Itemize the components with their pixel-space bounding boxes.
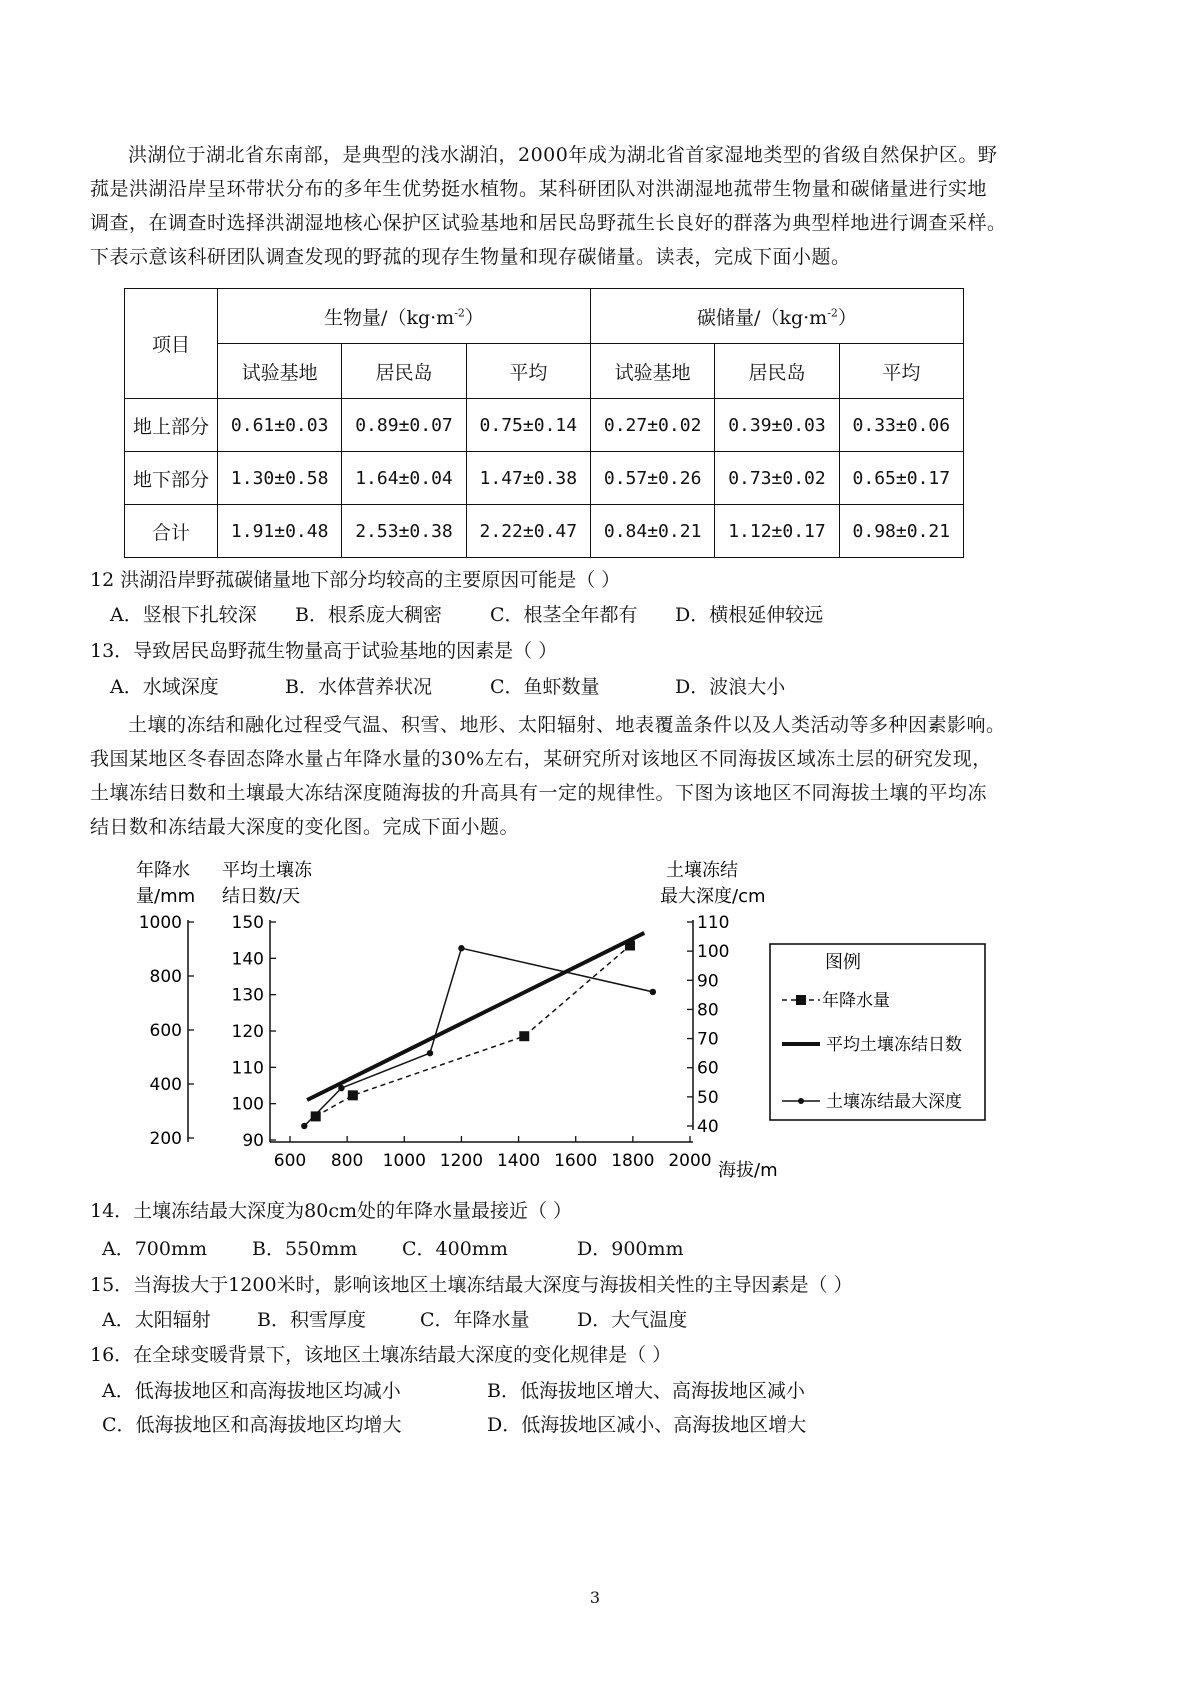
chart-axes	[136, 859, 778, 1181]
depth-data-point	[301, 1123, 307, 1129]
depth-tick-label: 100	[697, 942, 730, 963]
days-tick-label: 100	[231, 1094, 264, 1115]
legend-square-marker	[796, 995, 806, 1005]
table-cell: 0.33±0.06	[839, 399, 963, 452]
x-tick-label: 1400	[496, 1151, 541, 1171]
x-tick-label: 1600	[554, 1151, 598, 1171]
days-series-line	[307, 933, 644, 1100]
option-b[interactable]: B．低海拔地区增大、高海拔地区减小	[487, 1380, 805, 1402]
row-label: 地上部分	[125, 399, 218, 452]
option-c[interactable]: C．年降水量	[420, 1309, 530, 1331]
table-cell: 0.84±0.21	[590, 505, 714, 558]
intro2-line: 我国某地区冬春固态降水量占年降水量的30%左右，某研究所对该地区不同海拔区域冻土层的研究发现，	[90, 748, 992, 770]
biomass-group-header: 生物量$/(kg\cdot m^{-2})$	[218, 289, 591, 344]
intro1-line: 菰是洪湖沿岸呈环带状分布的多年生优势挺水植物。某科研团队对洪湖湿地菰带生物量和碳储量进行实地	[90, 178, 988, 200]
option-c[interactable]: C．低海拔地区和高海拔地区均增大	[102, 1414, 402, 1436]
option-a[interactable]: A．低海拔地区和高海拔地区均减小	[102, 1380, 401, 1402]
option-c[interactable]: C．400mm	[402, 1238, 508, 1260]
precip-tick-label: 1000	[138, 913, 182, 933]
option-d[interactable]: D．低海拔地区减小、高海拔地区增大	[487, 1414, 807, 1436]
intro1-line: 下表示意该科研团队调查发现的野菰的现存生物量和现存碳储量。读表，完成下面小题。	[90, 246, 851, 268]
depth-tick-label: 70	[697, 1029, 719, 1050]
question-16-stem: 16．在全球变暖背景下，该地区土壤冻结最大深度的变化规律是（ ）	[90, 1344, 672, 1366]
table-cell: 0.75±0.14	[466, 399, 590, 452]
page-number: 3	[589, 1588, 601, 1607]
days-tick-label: 90	[242, 1131, 264, 1151]
x-tick-label: 600	[273, 1151, 307, 1171]
depth-data-point	[427, 1050, 433, 1056]
table-cell: 0.98±0.21	[839, 505, 963, 558]
option-a[interactable]: A．700mm	[102, 1238, 208, 1260]
option-a[interactable]: A．竖根下扎较深	[110, 604, 257, 626]
x-tick-label: 1200	[439, 1151, 484, 1171]
table-cell: 1.64±0.04	[342, 452, 466, 505]
table-cell: 0.61±0.03	[218, 399, 342, 452]
depth-tick-label: 50	[697, 1087, 719, 1108]
precip-axis-title-line1: 年降水	[136, 860, 190, 881]
depth-data-point	[650, 989, 656, 995]
days-tick-label: 110	[231, 1058, 264, 1079]
x-tick-label: 2000	[668, 1151, 712, 1171]
depth-axis-title-line1: 土壤冻结	[666, 860, 738, 881]
subheader-cell: 平均	[466, 344, 590, 399]
x-tick-label: 1800	[611, 1151, 655, 1171]
question-12-stem: 12 洪湖沿岸野菰碳储量地下部分均较高的主要原因可能是（ ）	[90, 569, 621, 591]
precip-tick-label: 400	[149, 1075, 182, 1095]
subheader-cell: 居民岛	[342, 344, 466, 399]
precip-tick-label: 200	[149, 1129, 182, 1149]
intro1-line: 调查，在调查时选择洪湖湿地核心保护区试验基地和居民岛野菰生长良好的群落为典型样地进行调查采样。	[90, 212, 1007, 234]
question-14-stem: 14．土壤冻结最大深度为80cm处的年降水量最接近（ ）	[90, 1200, 573, 1222]
days-axis-title-line2: 结日数/天	[222, 886, 301, 907]
option-c[interactable]: C．根茎全年都有	[490, 604, 638, 626]
depth-data-point	[338, 1085, 344, 1091]
option-d[interactable]: D．大气温度	[577, 1309, 688, 1331]
legend-precip-label: 年降水量	[822, 991, 890, 1011]
subheader-cell: 居民岛	[715, 344, 839, 399]
precip-series-line	[316, 946, 630, 1117]
days-axis-title-line1: 平均土壤冻	[222, 860, 312, 881]
days-tick-label: 140	[231, 949, 264, 970]
intro2-line: 土壤冻结日数和土壤最大冻结深度随海拔的升高具有一定的规律性。下图为该地区不同海拔土壤的平均冻	[90, 782, 988, 804]
legend-title: 图例	[825, 952, 861, 973]
precip-tick-label: 600	[149, 1021, 182, 1041]
precip-tick-label: 800	[149, 967, 182, 987]
precip-data-point	[348, 1090, 358, 1100]
depth-tick-label: 40	[697, 1117, 719, 1137]
x-tick-label: 800	[330, 1151, 364, 1171]
days-tick-label: 150	[231, 913, 264, 933]
legend-dot-marker	[798, 1098, 804, 1104]
depth-tick-label: 60	[697, 1058, 719, 1079]
x-axis-title: 海拔/m	[718, 1160, 778, 1181]
option-a[interactable]: A．太阳辐射	[102, 1309, 211, 1331]
depth-axis-title-line2: 最大深度/cm	[660, 886, 766, 907]
option-b[interactable]: B．水体营养状况	[285, 676, 432, 698]
table-corner-header: 项目	[125, 289, 218, 399]
option-d[interactable]: D．波浪大小	[675, 676, 786, 698]
row-label: 地下部分	[125, 452, 218, 505]
table-cell: 1.91±0.48	[218, 505, 342, 558]
subheader-cell: 试验基地	[218, 344, 342, 399]
chart-legend	[770, 944, 985, 1120]
precip-data-point	[519, 1031, 529, 1041]
subheader-cell: 平均	[839, 344, 963, 399]
table-cell: 0.65±0.17	[839, 452, 963, 505]
option-d[interactable]: D．900mm	[577, 1238, 684, 1260]
option-c[interactable]: C．鱼虾数量	[490, 676, 600, 698]
table-cell: 0.89±0.07	[342, 399, 466, 452]
question-13-stem: 13．导致居民岛野菰生物量高于试验基地的因素是（ ）	[90, 640, 558, 662]
carbon-group-header: 碳储量$/(kg\cdot m^{-2})$	[590, 289, 963, 344]
intro2-line: 结日数和冻结最大深度的变化图。完成下面小题。	[90, 816, 520, 838]
table-cell: 0.73±0.02	[715, 452, 839, 505]
precip-data-point	[311, 1111, 321, 1121]
table-cell: 1.47±0.38	[466, 452, 590, 505]
chart-series	[301, 933, 656, 1129]
table-cell: 2.53±0.38	[342, 505, 466, 558]
option-b[interactable]: B．根系庞大稠密	[295, 604, 442, 626]
option-d[interactable]: D．横根延伸较远	[675, 604, 824, 626]
row-label: 合计	[125, 505, 218, 558]
depth-tick-label: 80	[697, 1000, 719, 1021]
legend-depth-label: 土壤冻结最大深度	[826, 1092, 962, 1112]
x-tick-label: 1000	[382, 1151, 426, 1171]
days-tick-label: 120	[231, 1022, 264, 1042]
depth-data-point	[458, 945, 464, 951]
table-cell: 1.30±0.58	[218, 452, 342, 505]
table-cell: 0.27±0.02	[590, 399, 714, 452]
depth-tick-label: 110	[697, 913, 730, 933]
subheader-cell: 试验基地	[590, 344, 714, 399]
legend-days-label: 平均土壤冻结日数	[826, 1035, 962, 1055]
precip-axis-title-line2: 量/mm	[136, 886, 196, 907]
depth-tick-label: 90	[697, 971, 719, 992]
table-cell: 2.22±0.47	[466, 505, 590, 558]
intro1-line: 洪湖位于湖北省东南部，是典型的浅水湖泊，2000年成为湖北省首家湿地类型的省级自然保护区。野	[128, 144, 998, 166]
table-cell: 0.57±0.26	[590, 452, 714, 505]
table-cell: 1.12±0.17	[715, 505, 839, 558]
option-b[interactable]: B．550mm	[252, 1238, 358, 1260]
table-cell: 0.39±0.03	[715, 399, 839, 452]
option-b[interactable]: B．积雪厚度	[257, 1309, 366, 1331]
days-tick-label: 130	[231, 985, 264, 1006]
intro2-line: 土壤的冻结和融化过程受气温、积雪、地形、太阳辐射、地表覆盖条件以及人类活动等多种因素影响。	[128, 714, 1006, 736]
option-a[interactable]: A．水域深度	[110, 676, 219, 698]
question-15-stem: 15．当海拔大于1200米时，影响该地区土壤冻结最大深度与海拔相关性的主导因素是（ ）	[90, 1274, 853, 1296]
